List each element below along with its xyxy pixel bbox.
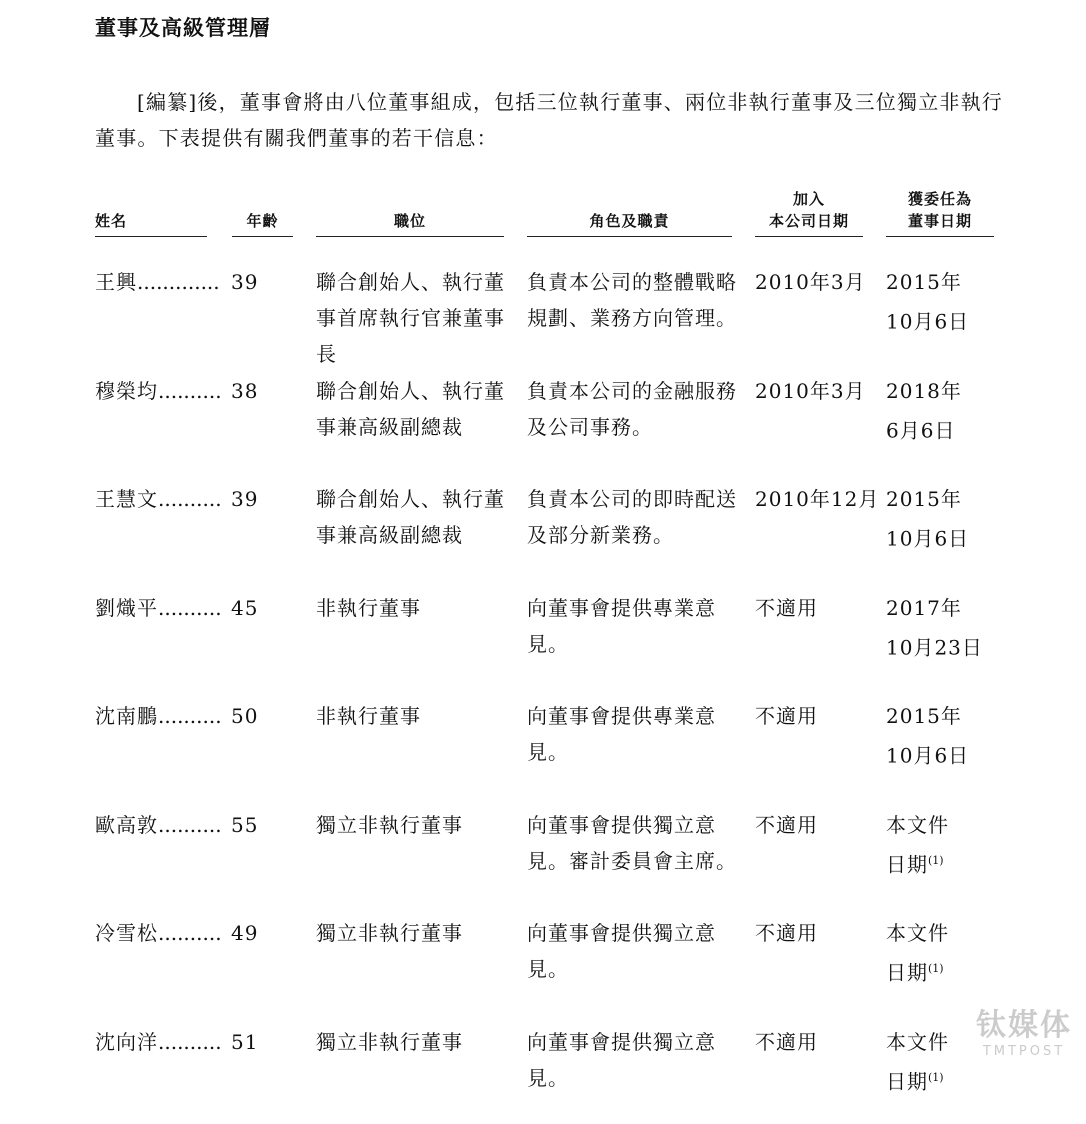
join-date: 不適用 [755,1030,818,1054]
director-role: 向董事會提供專業意見。 [527,704,716,764]
director-position: 聯合創始人、執行董事首席執行官兼董事長 [316,270,505,366]
bracket-term: [編纂] [137,90,198,114]
appointment-line1: 本文件 [886,1030,949,1054]
table-row [0,807,1086,907]
leader-dots: .......... [158,1030,222,1054]
director-role: 向董事會提供獨立意見。審計委員會主席。 [527,813,737,873]
appointment-line1: 2018年 [886,379,962,403]
appointment-date [886,590,1006,666]
watermark [976,1008,1072,1059]
appointment-line2-wrap [886,409,1006,449]
appointment-line2-wrap [886,300,1006,340]
director-name-cell [95,915,220,951]
header-appt-line1: 獲委任為 [907,190,972,208]
appointment-line1: 2017年 [886,596,962,620]
director-name: 王慧文 [95,487,158,511]
appointment-line2: 10月23日 [886,635,983,660]
header-role: 角色及職責 [527,210,732,237]
table-row [0,481,1086,581]
leader-dots: .......... [158,596,222,620]
director-name: 歐高敦 [95,813,158,837]
appointment-line2: 10月6日 [886,743,970,768]
director-name-cell [95,698,220,734]
watermark-cn: 钛媒体 [976,1008,1072,1043]
leader-dots: .......... [158,921,222,945]
join-date: 不適用 [755,813,818,837]
appointment-date [886,807,1006,883]
appointment-date [886,264,1006,340]
director-role: 負責本公司的金融服務及公司事務。 [527,379,737,439]
table-row [0,1024,1086,1124]
appointment-line1: 2015年 [886,270,962,294]
director-position: 獨立非執行董事 [316,813,463,837]
header-appt-line2: 董事日期 [907,212,972,230]
director-age: 55 [231,813,259,837]
director-name-cell [95,807,220,843]
director-name: 冷雪松 [95,921,158,945]
join-date: 不適用 [755,921,818,945]
header-join-date [755,188,863,237]
leader-dots: .......... [158,487,222,511]
director-position: 獨立非執行董事 [316,1030,463,1054]
director-position: 聯合創始人、執行董事兼高級副總裁 [316,379,505,439]
header-name: 姓名 [95,210,207,237]
header-appointment-date [886,188,994,237]
appointment-line2-wrap [886,951,1006,991]
table-row [0,915,1086,1015]
join-date: 2010年3月 [755,270,866,294]
appointment-line2-wrap [886,626,1006,666]
director-role: 負責本公司的整體戰略規劃、業務方向管理。 [527,270,737,330]
director-age: 38 [231,379,259,403]
section-title: 董事及高級管理層 [95,16,271,40]
director-role: 向董事會提供獨立意見。 [527,921,716,981]
appointment-date [886,698,1006,774]
appointment-line2: 6月6日 [886,418,956,443]
director-age: 39 [231,487,259,511]
director-age: 45 [231,596,259,620]
join-date: 2010年12月 [755,487,880,511]
director-name-cell [95,481,220,517]
table-row [0,698,1086,798]
leader-dots: .......... [158,813,222,837]
leader-dots: ............. [137,270,220,294]
director-name: 王興 [95,270,137,294]
director-name: 劉熾平 [95,596,158,620]
director-age: 51 [231,1030,259,1054]
appointment-line1: 本文件 [886,813,949,837]
director-position: 非執行董事 [316,704,421,728]
table-row [0,590,1086,690]
director-name-cell [95,264,220,300]
director-name: 沈南鵬 [95,704,158,728]
director-role: 向董事會提供獨立意見。 [527,1030,716,1090]
header-join-line2: 本公司日期 [768,212,849,230]
appointment-line2-wrap [886,843,1006,883]
appointment-line1: 2015年 [886,487,962,511]
leader-dots: .......... [158,704,222,728]
appointment-line1: 本文件 [886,921,949,945]
appointment-date [886,373,1006,449]
director-position: 聯合創始人、執行董事兼高級副總裁 [316,487,505,547]
director-name: 沈向洋 [95,1030,158,1054]
appointment-line2: 10月6日 [886,309,970,334]
director-age: 49 [231,921,259,945]
header-position: 職位 [316,210,504,237]
director-name: 穆榮均 [95,379,158,403]
intro-paragraph [95,84,1015,156]
footnote-marker: (1) [928,854,944,867]
director-role: 負責本公司的即時配送及部分新業務。 [527,487,737,547]
director-name-cell [95,373,220,409]
director-position: 獨立非執行董事 [316,921,463,945]
intro-text: 後，董事會將由八位董事組成，包括三位執行董事、兩位非執行董事及三位獨立非執行董事。下表提供有關我們董事的若干信息： [95,90,1004,150]
appointment-line2: 日期 [886,852,928,877]
appointment-line2: 10月6日 [886,526,970,551]
appointment-date [886,481,1006,557]
director-name-cell [95,590,220,626]
header-age: 年齡 [232,210,293,237]
join-date: 不適用 [755,596,818,620]
footnote-marker: (1) [928,1071,944,1084]
director-position: 非執行董事 [316,596,421,620]
header-join-line1: 加入 [792,190,825,208]
director-role: 向董事會提供專業意見。 [527,596,716,656]
director-name-cell [95,1024,220,1060]
appointment-line2: 日期 [886,960,928,985]
watermark-en: TMTPOST [982,1044,1066,1059]
footnote-marker: (1) [928,962,944,975]
appointment-line2-wrap [886,517,1006,557]
appointment-line2: 日期 [886,1069,928,1094]
join-date: 2010年3月 [755,379,866,403]
director-age: 50 [231,704,259,728]
join-date: 不適用 [755,704,818,728]
appointment-line2-wrap [886,734,1006,774]
appointment-line1: 2015年 [886,704,962,728]
appointment-date [886,915,1006,991]
director-age: 39 [231,270,259,294]
leader-dots: .......... [158,379,222,403]
table-row [0,264,1086,364]
table-row [0,373,1086,473]
